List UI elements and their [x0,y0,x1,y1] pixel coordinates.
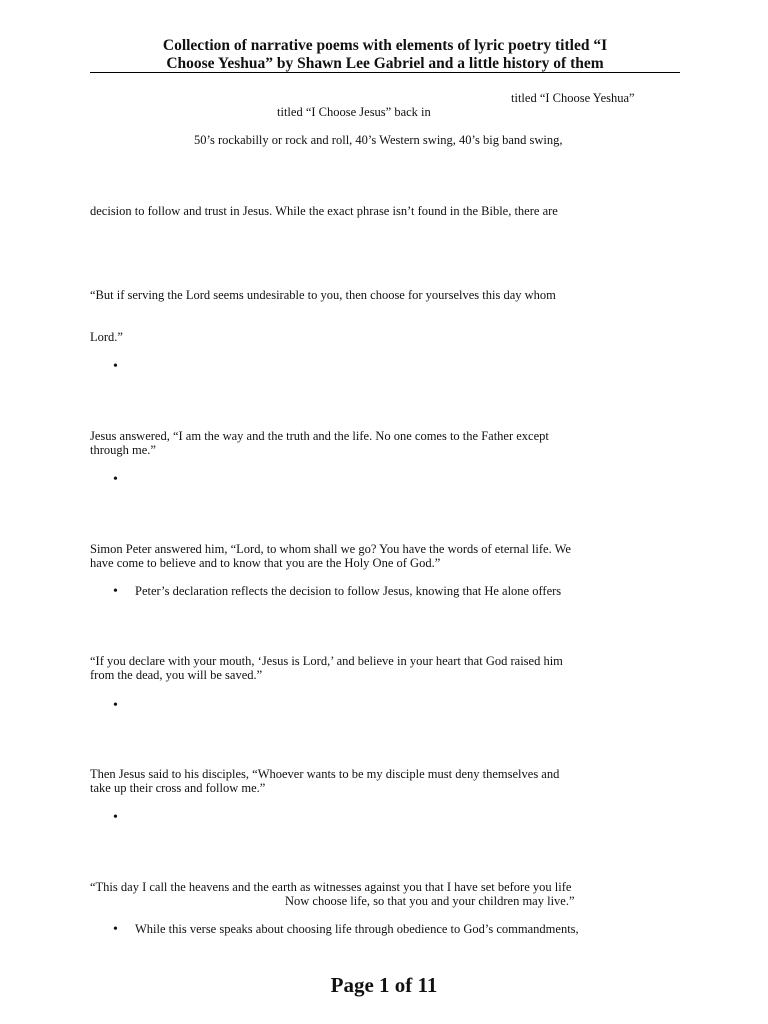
bullet-3: • [113,584,118,599]
bullet-1: • [113,359,118,374]
quote-6-line-2: Now choose life, so that you and your children may live.” [285,894,575,908]
bullet-5: • [113,810,118,825]
bullet-6-text: While this verse speaks about choosing life through obedience to God’s commandments, [135,922,579,936]
quote-4-line-2: from the dead, you will be saved.” [90,668,263,682]
title-line-1: Collection of narrative poems with elements of lyric poetry titled “I [162,37,608,54]
quote-1-line-2: Lord.” [90,330,123,344]
bullet-6: • [113,922,118,937]
paragraph-decision: decision to follow and trust in Jesus. While the exact phrase isn’t found in the Bible, there are [90,204,558,218]
quote-5-line-1: Then Jesus said to his disciples, “Whoever wants to be my disciple must deny themselves and [90,767,560,781]
quote-6-line-1: “This day I call the heavens and the earth as witnesses against you that I have set before you life [90,880,572,894]
quote-5-line-2: take up their cross and follow me.” [90,781,266,795]
bullet-4: • [113,698,118,713]
quote-2-line-1: Jesus answered, “I am the way and the truth and the life. No one comes to the Father except [90,429,549,443]
quote-3-line-2: have come to believe and to know that you are the Holy One of God.” [90,556,441,570]
intro-fragment-b: titled “I Choose Jesus” back in [277,105,431,119]
bullet-3-text: Peter’s declaration reflects the decision to follow Jesus, knowing that He alone offers [135,584,562,598]
title-line-2: Choose Yeshua” by Shawn Lee Gabriel and a little history of them [166,55,604,72]
document-title [90,37,680,73]
quote-1-line-1: “But if serving the Lord seems undesirable to you, then choose for yourselves this day whom [90,288,556,302]
intro-fragment-a: titled “I Choose Yeshua” [511,91,635,105]
quote-4-line-1: “If you declare with your mouth, ‘Jesus is Lord,’ and believe in your heart that God raised him [90,654,563,668]
title-divider [90,72,680,73]
page-number-footer: Page 1 of 11 [330,973,438,997]
intro-fragment-c: 50’s rockabilly or rock and roll, 40’s Western swing, 40’s big band swing, [194,133,563,147]
quote-2-line-2: through me.” [90,443,156,457]
bullet-2: • [113,472,118,487]
quote-3-line-1: Simon Peter answered him, “Lord, to whom shall we go? You have the words of eternal life. We [90,542,571,556]
